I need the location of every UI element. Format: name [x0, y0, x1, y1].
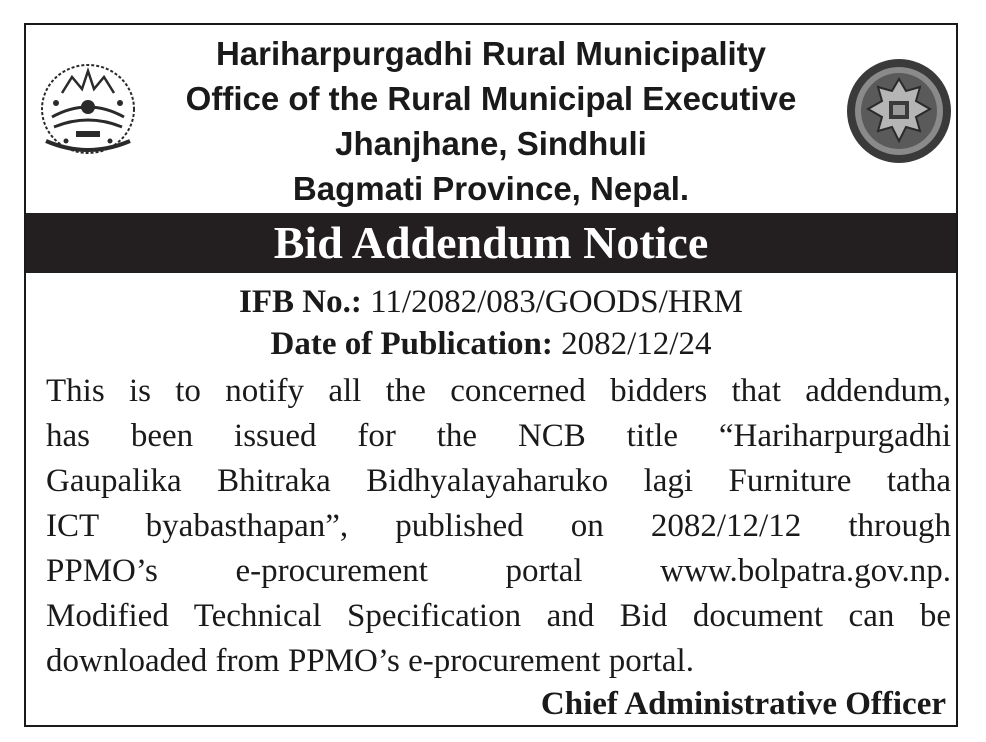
notice-title-banner — [26, 213, 956, 273]
body-line: ICT byabasthapan”, published on 2082/12/12 through — [46, 508, 951, 544]
body-line: PPMO’s e-procurement portal www.bolpatra.gov.np. — [46, 553, 951, 589]
body-line: Modified Technical Specification and Bid document can be — [46, 598, 951, 634]
notice-body — [46, 369, 951, 684]
notice-frame — [24, 23, 958, 727]
notice-meta — [26, 281, 956, 365]
signatory-title: Chief Administrative Officer — [540, 686, 946, 722]
ifb-value: 11/2082/083/GOODS/HRM — [370, 284, 743, 320]
body-line: Gaupalika Bhitraka Bidhyalayaharuko lagi Furniture tatha — [46, 463, 951, 499]
notice-title: Bid Addendum Notice — [273, 217, 709, 268]
province-country: Bagmati Province, Nepal. — [292, 170, 690, 207]
ifb-line — [26, 281, 956, 323]
body-line: This is to notify all the concerned bidders that addendum, — [46, 373, 951, 409]
municipality-name: Hariharpurgadhi Rural Municipality — [215, 35, 767, 72]
notice-header — [26, 25, 956, 213]
municipality-logo-icon — [844, 57, 954, 165]
office-name: Office of the Rural Municipal Executive — [185, 80, 797, 117]
ifb-label: IFB No.: — [239, 284, 362, 320]
body-line: has been issued for the NCB title “Hariharpurgadhi — [46, 418, 951, 454]
publication-date-line — [26, 323, 956, 365]
organization-name-block — [26, 31, 956, 211]
publication-date-value: 2082/12/24 — [561, 326, 712, 362]
publication-date-label: Date of Publication: — [270, 326, 553, 362]
office-location: Jhanjhane, Sindhuli — [335, 125, 647, 162]
body-line: downloaded from PPMO’s e-procurement portal. — [46, 643, 694, 679]
